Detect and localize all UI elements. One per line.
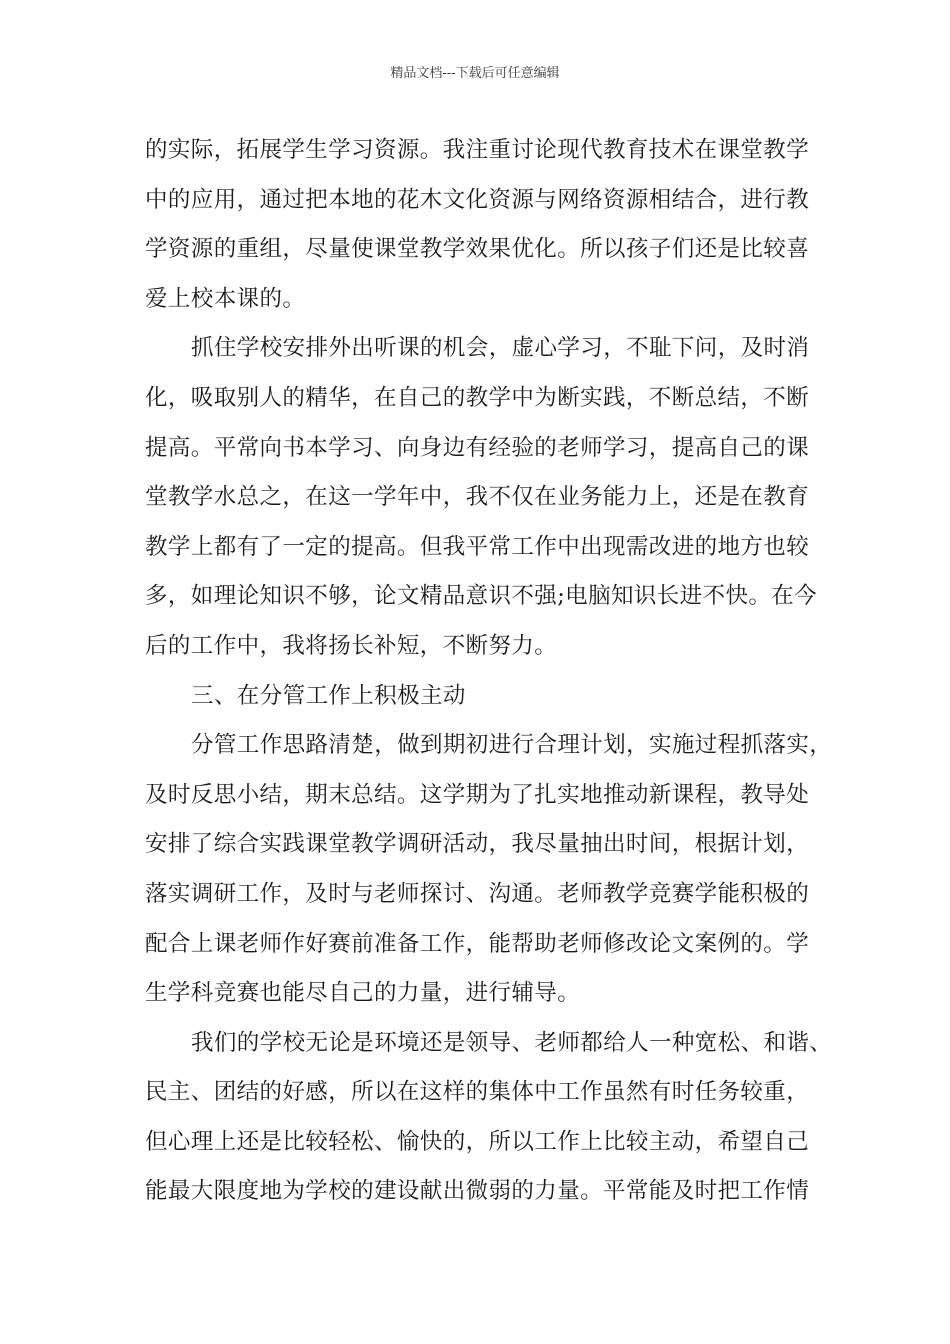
paragraph xyxy=(145,126,815,324)
section-heading-text: 三、在分管工作上积极主动 xyxy=(191,682,466,709)
text-line: 学资源的重组，尽量使课堂教学效果优化。所以孩子们还是比较喜 xyxy=(145,236,810,263)
text-line: 堂教学水总之，在这一学年中，我不仅在业务能力上，还是在教育 xyxy=(145,484,810,511)
text-line: 安排了综合实践课堂教学调研活动，我尽量抽出时间，根据计划， xyxy=(145,831,810,858)
text-line: 抓住学校安排外出听课的机会，虚心学习，不耻下问，及时消 xyxy=(191,335,810,362)
text-line: 生学科竞赛也能尽自己的力量，进行辅导。 xyxy=(145,980,581,1007)
text-line: 民主、团结的好感，所以在这样的集体中工作虽然有时任务较重， xyxy=(145,1079,810,1106)
paragraph xyxy=(145,324,818,671)
section-heading xyxy=(145,672,815,722)
text-line: 配合上课老师作好赛前准备工作，能帮助老师修改论文案例的。学 xyxy=(145,930,810,957)
text-line: 中的应用，通过把本地的花木文化资源与网络资源相结合，进行教 xyxy=(145,186,810,213)
text-line: 的实际，拓展学生学习资源。我注重讨论现代教育技术在课堂教学 xyxy=(145,137,810,163)
text-line: 化，吸取别人的精华，在自己的教学中为断实践，不断总结，不断 xyxy=(145,384,810,411)
text-line: 我们的学校无论是环境还是领导、老师都给人一种宽松、和谐、 xyxy=(191,1029,833,1056)
text-line: 及时反思小结，期末总结。这学期为了扎实地推动新课程，教导处 xyxy=(145,781,810,808)
text-line: 落实调研工作，及时与老师探讨、沟通。老师教学竞赛学能积极的 xyxy=(145,880,810,907)
text-line: 但心理上还是比较轻松、愉快的，所以工作上比较主动，希望自己 xyxy=(145,1128,810,1155)
text-line: 多，如理论知识不够，论文精品意识不强;电脑知识长进不快。在今 xyxy=(145,583,818,610)
page-header: 精品文档---下载后可任意编辑 xyxy=(390,66,560,81)
text-line: 教学上都有了一定的提高。但我平常工作中出现需改进的地方也较 xyxy=(145,533,810,560)
text-line: 后的工作中，我将扬长补短，不断努力。 xyxy=(145,632,558,659)
text-line: 爱上校本课的。 xyxy=(145,285,306,312)
document-body xyxy=(145,126,833,1217)
text-line: 提高。平常向书本学习、向身边有经验的老师学习，提高自己的课 xyxy=(145,434,810,461)
text-line: 能最大限度地为学校的建设献出微弱的力量。平常能及时把工作情 xyxy=(145,1178,810,1205)
text-line: 分管工作思路清楚，做到期初进行合理计划，实施过程抓落实， xyxy=(191,732,833,759)
paragraph xyxy=(145,1019,833,1217)
paragraph xyxy=(145,721,833,1019)
